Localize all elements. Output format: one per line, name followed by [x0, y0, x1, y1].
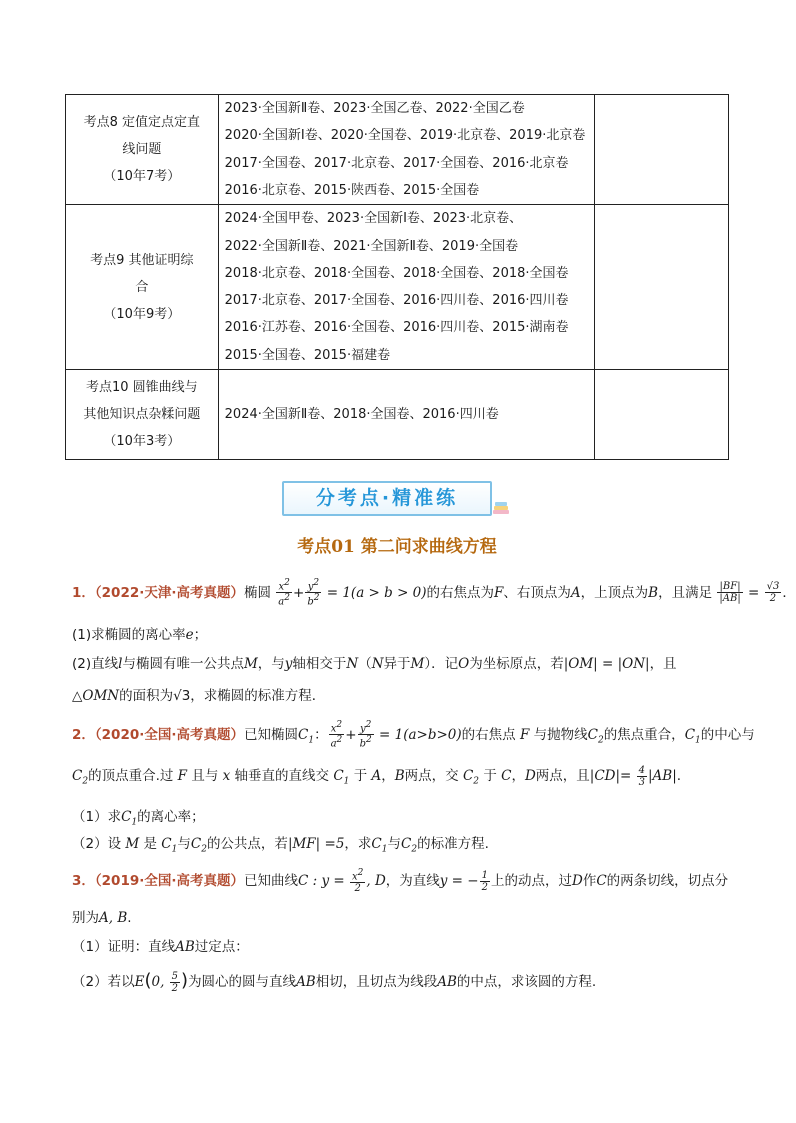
problem-number: 2．	[72, 726, 95, 743]
problem-3-line-2: 别为A, B.	[72, 910, 132, 926]
problem-source: （2020·全国·高考真题）	[94, 726, 244, 743]
problem-3-question-2: （2）若以E(0, $\frac{5}{2}$ )为圆心的圆与直线AB相切，且切点为线段AB的中点，求该圆的方程.	[72, 970, 597, 994]
exam-paper-line: 2018·北京卷、2018·全国卷、2018·全国卷、2018·全国卷	[224, 265, 569, 281]
exam-paper-line: 2024·全国甲卷、2023·全国新Ⅰ卷、2023·北京卷、	[224, 211, 523, 227]
problem-2-question-1: （1）求$C_1$的离心率；	[72, 809, 205, 828]
table-row	[66, 370, 729, 460]
exam-paper-line: 2016·江苏卷、2016·全国卷、2016·四川卷、2015·湖南卷	[224, 320, 569, 336]
table-row	[66, 205, 729, 370]
table-row	[66, 95, 729, 205]
exam-paper-line: 2017·全国卷、2017·北京卷、2017·全国卷、2016·北京卷	[224, 155, 569, 171]
exam-point-text: （10年7考）	[103, 169, 181, 185]
exam-paper-line: 2020·全国新Ⅰ卷、2020·全国卷、2019·北京卷、2019·北京卷	[224, 128, 586, 144]
exam-paper-line: 2015·全国卷、2015·福建卷	[224, 347, 391, 363]
exam-point-cell	[66, 205, 219, 370]
problem-1-question-1: (1)求椭圆的离心率e；	[72, 627, 208, 643]
empty-cell	[594, 95, 728, 205]
exam-point-text: （10年9考）	[103, 306, 181, 322]
exam-point-text: 考点9 其他证明综	[90, 252, 194, 268]
exam-paper-line: 2017·北京卷、2017·全国卷、2016·四川卷、2016·四川卷	[224, 293, 569, 309]
problem-number: 1．	[72, 584, 95, 601]
exam-point-table	[65, 94, 729, 460]
problem-2-question-2: （2）设 M 是 $C_1$与$C_2$的公共点，若|MF| =5，求$C_1$与$C_2$的标准方程.	[72, 836, 489, 855]
empty-cell	[594, 370, 728, 460]
exam-paper-line: 2024·全国新Ⅱ卷、2018·全国卷、2016·四川卷	[224, 407, 499, 423]
problem-3-question-1: （1）证明：直线AB过定点：	[72, 939, 249, 955]
exam-paper-line: 2016·北京卷、2015·陕西卷、2015·全国卷	[224, 182, 480, 198]
exam-papers-cell	[218, 370, 594, 460]
exam-point-text: 其他知识点杂糅问题	[83, 407, 201, 423]
exam-papers-cell	[218, 205, 594, 370]
books-icon	[491, 498, 511, 518]
exam-point-text: 线问题	[122, 142, 162, 158]
empty-cell	[594, 205, 728, 370]
exam-point-text: 考点8 定值定点定直	[83, 115, 201, 131]
section-banner: 分考点·精准练	[282, 481, 492, 516]
exam-paper-line: 2023·全国新Ⅱ卷、2023·全国乙卷、2022·全国乙卷	[224, 101, 525, 116]
exam-point-text: 考点10 圆锥曲线与	[85, 380, 198, 396]
problem-2-line-1: 2．（2020·全国·高考真题）已知椭圆$C_1$： $\frac{x^2}{a^2}$ + $\frac{y^2}{b^2}$ = 1(a>b>0)的右焦点 F 与抛物线$C_2$的焦点重合，$C_1$的中心与	[72, 720, 755, 750]
exam-papers-cell	[218, 95, 594, 205]
exam-paper-line: 2022·全国新Ⅱ卷、2021·全国新Ⅱ卷、2019·全国卷	[224, 238, 519, 254]
problem-2-line-2: $C_2$的顶点重合.过 F 且与 x 轴垂直的直线交 $C_1$ 于 A，B两点，交 $C_2$ 于 C，D两点，且|CD|= $\frac{4}{3}$ |AB|.	[72, 764, 682, 788]
exam-point-cell	[66, 95, 219, 205]
problem-1-line-1: 1．（2022·天津·高考真题）椭圆 $\frac{x^2}{a^2}$ + $\frac{y^2}{b^2}$ = 1(a > b > 0)的右焦点为F、右顶点为A，上顶点为B，且满足 $\frac{|BF|}{|AB|}$ = $\frac{√3}{2}$ ．	[72, 578, 796, 608]
problem-source: （2022·天津·高考真题）	[94, 584, 244, 601]
problem-number: 3．	[72, 873, 95, 890]
problem-1-area-line: △OMN的面积为√3，求椭圆的标准方程．	[72, 688, 326, 704]
problem-1-question-2: (2)直线l与椭圆有唯一公共点M，与y轴相交于N（N异于M）．记O为坐标原点，若|OM| = |ON|，且	[72, 656, 677, 672]
exam-point-text: （10年3考）	[103, 434, 181, 450]
exam-point-cell	[66, 370, 219, 460]
problem-3-line-1: 3．（2019·全国·高考真题）已知曲线C : y = $\frac{x^2}{2}$ , D，为直线y = − $\frac{1}{2}$ 上的动点，过D作C的两条切线，切点分	[72, 868, 729, 895]
problem-source: （2019·全国·高考真题）	[94, 873, 244, 890]
exam-point-text: 合	[135, 279, 149, 295]
section-title: 考点01 第二问求曲线方程	[297, 537, 497, 557]
